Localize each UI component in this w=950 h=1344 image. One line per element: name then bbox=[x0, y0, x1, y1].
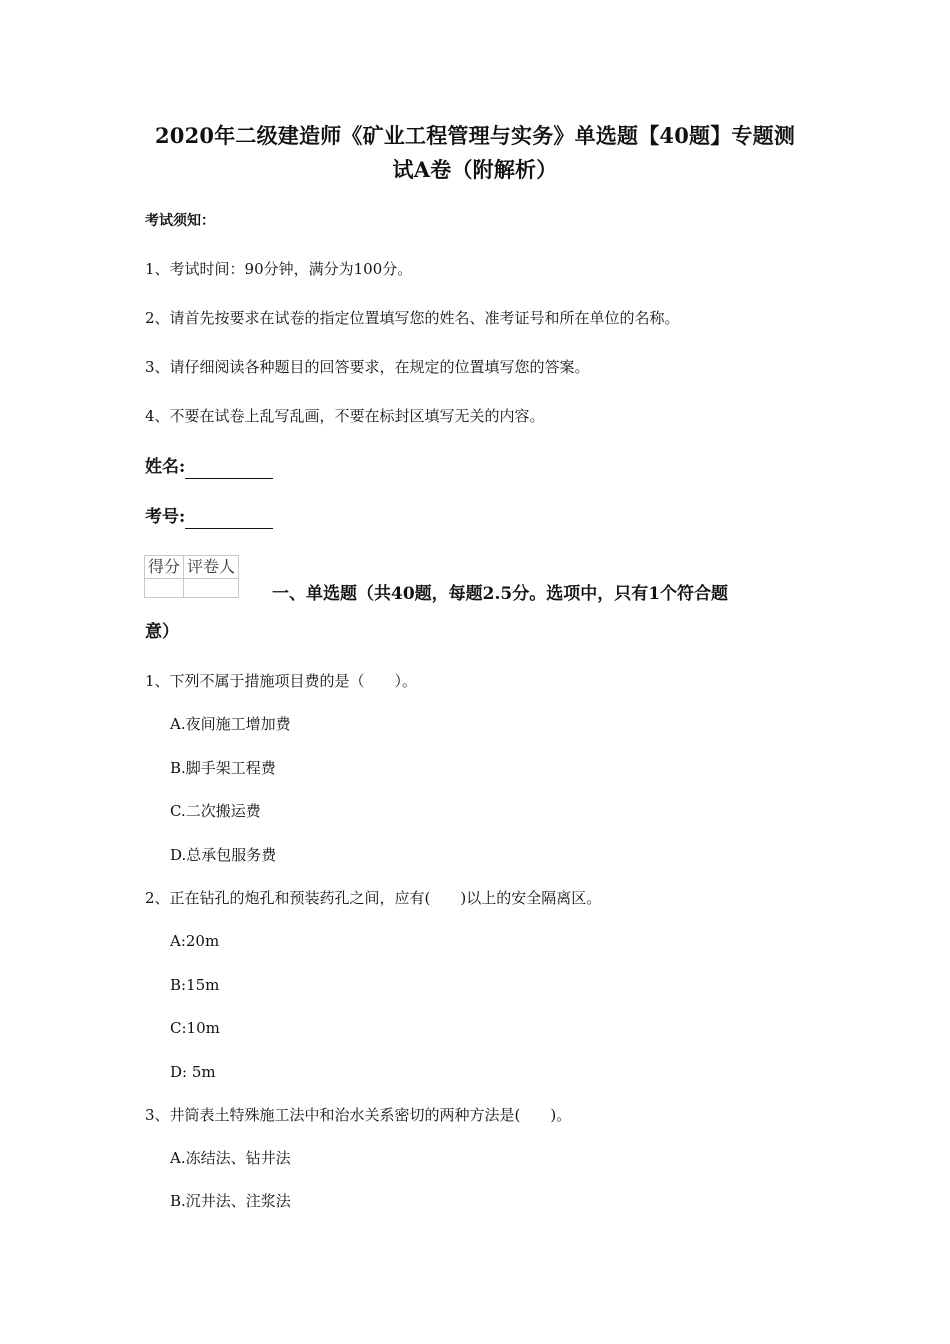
answer-option: A:20m bbox=[170, 932, 220, 950]
name-blank-line[interactable] bbox=[185, 460, 273, 479]
notice-item: 1、考试时间：90分钟，满分为100分。 bbox=[145, 260, 413, 278]
section-heading-line-2: 意） bbox=[145, 622, 179, 642]
number-label: 考号: bbox=[145, 507, 186, 527]
document-title-line-1: 2020年二级建造师《矿业工程管理与实务》单选题【40题】专题测 bbox=[154, 123, 796, 148]
question-stem: 3、井筒表土特殊施工法中和治水关系密切的两种方法是( )。 bbox=[145, 1106, 572, 1124]
answer-option: C:10m bbox=[170, 1019, 220, 1037]
grader-cell[interactable] bbox=[184, 579, 239, 598]
number-field bbox=[145, 505, 273, 529]
grader-header: 评卷人 bbox=[184, 556, 239, 579]
document-title-line-2: 试A卷（附解析） bbox=[392, 157, 558, 182]
number-blank-line[interactable] bbox=[185, 510, 273, 529]
score-header: 得分 bbox=[145, 556, 184, 579]
question-stem: 2、正在钻孔的炮孔和预装药孔之间，应有( )以上的安全隔离区。 bbox=[145, 889, 602, 907]
answer-option: C.二次搬运费 bbox=[170, 802, 261, 820]
notice-item: 2、请首先按要求在试卷的指定位置填写您的姓名、准考证号和所在单位的名称。 bbox=[145, 309, 680, 327]
answer-option: A.夜间施工增加费 bbox=[170, 715, 291, 733]
score-cell[interactable] bbox=[145, 579, 184, 598]
name-label: 姓名: bbox=[145, 457, 186, 477]
name-field bbox=[145, 455, 273, 479]
notice-heading: 考试须知： bbox=[145, 213, 215, 229]
section-heading-line-1: 一、单选题（共40题，每题2.5分。选项中，只有1个符合题 bbox=[272, 584, 729, 604]
answer-option: B.脚手架工程费 bbox=[170, 759, 276, 777]
answer-option: B:15m bbox=[170, 976, 220, 994]
answer-option: B.沉井法、注浆法 bbox=[170, 1192, 291, 1210]
answer-option: D.总承包服务费 bbox=[170, 846, 277, 864]
question-stem: 1、下列不属于措施项目费的是（ ）。 bbox=[145, 672, 418, 690]
notice-item: 4、不要在试卷上乱写乱画，不要在标封区填写无关的内容。 bbox=[145, 407, 545, 425]
notice-item: 3、请仔细阅读各种题目的回答要求，在规定的位置填写您的答案。 bbox=[145, 358, 590, 376]
answer-option: D: 5m bbox=[170, 1063, 216, 1081]
answer-option: A.冻结法、钻井法 bbox=[170, 1149, 291, 1167]
score-table bbox=[144, 555, 239, 598]
